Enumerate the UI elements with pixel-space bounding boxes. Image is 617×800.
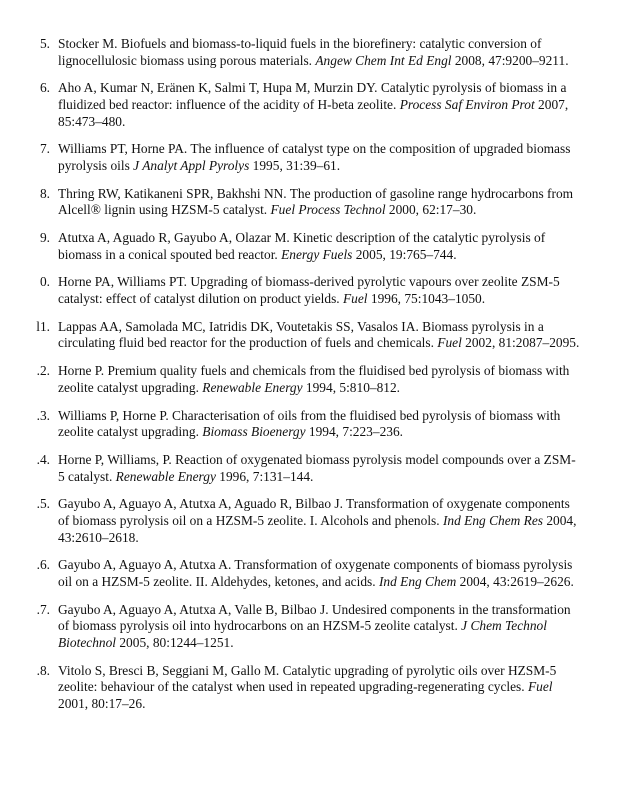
reference-number: .6. <box>36 557 50 573</box>
reference-citation: 2005, 80:1244–1251. <box>116 634 234 650</box>
reference-journal: Biomass Bioenergy <box>202 424 306 440</box>
reference-journal: Fuel Process Technol <box>270 202 386 218</box>
reference-authors-title: Thring RW, Katikaneni SPR, Bakhshi NN. The production of gasoline range hydrocarbons from Alcell® lignin using HZSM-5 catalyst. <box>58 185 574 218</box>
reference-text <box>58 141 570 173</box>
reference-journal: Ind Eng Chem <box>378 573 457 589</box>
reference-text <box>58 452 576 484</box>
reference-authors-title: Atutxa A, Aguado R, Gayubo A, Olazar M. Kinetic description of the catalytic pyrolysis of biomass in a conical spouted bed reactor. <box>58 230 546 262</box>
reference-journal: Energy Fuels <box>281 246 353 262</box>
reference-number: l1. <box>36 318 50 334</box>
reference-authors-title: Gayubo A, Aguayo A, Atutxa A. Transformation of oxygenate components of biomass pyrolysis oil on a HZSM-5 zeolite. II. Aldehydes, ketones, and acids. <box>58 557 573 589</box>
reference-number: 5. <box>39 36 50 51</box>
reference-citation: 2002, 81:2087–2095. <box>461 335 580 351</box>
reference-citation: 1994, 7:223–236. <box>305 424 404 440</box>
reference-citation: 2001, 80:17–26. <box>58 695 146 711</box>
reference-citation: 1995, 31:39–61. <box>249 157 341 173</box>
reference-item <box>0 452 617 485</box>
reference-item <box>0 319 617 352</box>
reference-journal: Ind Eng Chem Res <box>442 512 543 528</box>
reference-citation: 2008, 47:9200–9211. <box>451 52 569 68</box>
reference-item <box>0 602 617 652</box>
reference-journal: Renewable Energy <box>202 379 303 395</box>
reference-number: .2. <box>36 363 50 379</box>
reference-authors-title: Gayubo A, Aguayo A, Atutxa A, Aguado R, Bilbao J. Transformation of oxygenate components of biomass pyrolysis oil on a HZSM-5 zeolite. I. Alcohols and phenols. <box>58 496 570 528</box>
reference-item <box>0 186 617 219</box>
reference-item <box>0 557 617 590</box>
reference-text <box>58 496 576 544</box>
reference-journal: Fuel <box>437 335 462 351</box>
reference-text <box>58 319 579 351</box>
reference-item <box>0 230 617 263</box>
reference-item <box>0 363 617 396</box>
reference-authors-title: Horne P, Williams, P. Reaction of oxygenated biomass pyrolysis model compounds over a ZSM-5 catalyst. <box>58 451 576 484</box>
reference-number: .7. <box>36 601 50 617</box>
reference-citation: 2004, 43:2610–2618. <box>58 512 577 545</box>
reference-citation: 2005, 19:765–744. <box>352 246 457 262</box>
reference-journal: Fuel <box>342 291 368 307</box>
reference-journal: Fuel <box>527 679 553 695</box>
reference-journal: Angew Chem Int Ed Engl <box>315 52 452 68</box>
reference-item <box>0 496 617 546</box>
reference-text <box>58 602 571 650</box>
reference-text <box>58 557 574 589</box>
reference-text <box>58 363 569 395</box>
reference-item <box>0 36 617 69</box>
reference-text <box>58 186 573 218</box>
reference-authors-title: Vitolo S, Bresci B, Seggiani M, Gallo M. Catalytic upgrading of pyrolytic oils over HZSM-5 zeolite: behaviour of the catalyst when used in repeated upgrading-regenerating cycles. <box>58 662 557 695</box>
reference-number: .8. <box>36 662 50 678</box>
reference-number: .5. <box>36 496 50 512</box>
reference-authors-title: Lappas AA, Samolada MC, Iatridis DK, Voutetakis SS, Vasalos IA. Biomass pyrolysis in a circulating fluid bed reactor for the production of fuels and chemicals. <box>58 318 544 351</box>
reference-authors-title: Stocker M. Biofuels and biomass-to-liquid fuels in the biorefinery: catalytic conversion of lignocellulosic biomass using porous materials. <box>58 36 542 68</box>
reference-authors-title: Williams P, Horne P. Characterisation of oils from the fluidised bed pyrolysis of biomass with zeolite catalyst upgrading. <box>58 407 561 440</box>
reference-number: 8. <box>39 185 50 201</box>
reference-authors-title: Horne PA, Williams PT. Upgrading of biomass-derived pyrolytic vapours over zeolite ZSM-5 catalyst: effect of catalyst dilution on product yields. <box>58 274 560 307</box>
reference-number: 9. <box>39 230 50 246</box>
reference-citation: 2007, 85:473–480. <box>58 96 569 129</box>
reference-number: 0. <box>39 274 50 290</box>
reference-authors-title: Horne P. Premium quality fuels and chemicals from the fluidised bed pyrolysis of biomass with zeolite catalyst upgrading. <box>58 363 570 395</box>
reference-number: 7. <box>39 141 50 157</box>
reference-list <box>0 36 617 724</box>
reference-item <box>0 274 617 307</box>
reference-text <box>58 274 560 306</box>
reference-citation: 2004, 43:2619–2626. <box>456 573 574 589</box>
reference-item <box>0 141 617 174</box>
reference-text <box>58 663 556 711</box>
reference-text <box>58 80 568 128</box>
reference-number: .4. <box>36 451 50 467</box>
reference-text <box>58 230 545 262</box>
reference-item <box>0 408 617 441</box>
reference-authors-title: Gayubo A, Aguayo A, Atutxa A, Valle B, Bilbao J. Undesired components in the transformation of biomass pyrolysis oil into hydrocarbons on an HZSM-5 zeolite catalyst. <box>58 601 571 634</box>
reference-citation: 1994, 5:810–812. <box>302 379 401 395</box>
reference-journal: J Analyt Appl Pyrolys <box>133 157 250 173</box>
reference-journal: J Chem Technol Biotechnol <box>58 618 547 650</box>
reference-authors-title: Williams PT, Horne PA. The influence of catalyst type on the composition of upgraded biomass pyrolysis oils <box>58 141 571 173</box>
reference-item <box>0 80 617 130</box>
reference-number: .3. <box>36 407 50 423</box>
reference-journal: Process Saf Environ Prot <box>399 96 535 112</box>
reference-citation: 1996, 75:1043–1050. <box>367 291 486 307</box>
reference-journal: Renewable Energy <box>115 468 216 484</box>
reference-authors-title: Aho A, Kumar N, Eränen K, Salmi T, Hupa M, Murzin DY. Catalytic pyrolysis of biomass in a fluidized bed reactor: influence of the acidity of H-beta zeolite. <box>58 80 567 112</box>
reference-item <box>0 663 617 713</box>
reference-number: 6. <box>39 80 50 96</box>
reference-citation: 1996, 7:131–144. <box>215 468 314 484</box>
reference-text <box>58 36 569 68</box>
reference-citation: 2000, 62:17–30. <box>385 202 477 218</box>
reference-text <box>58 408 560 440</box>
